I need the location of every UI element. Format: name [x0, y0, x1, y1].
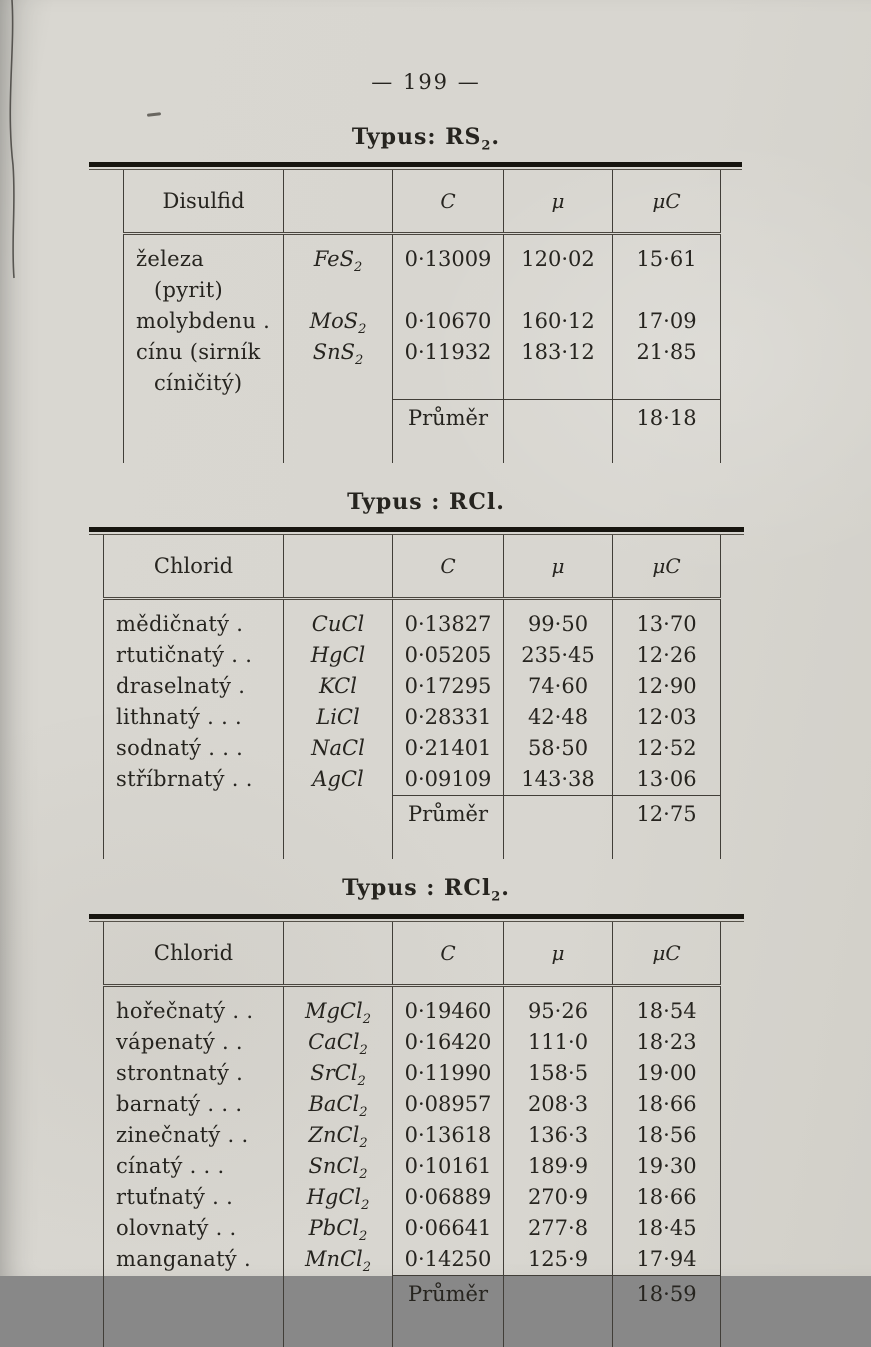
column-header-name: Chlorid [104, 922, 284, 986]
c-value-cell: 0·11932 [393, 337, 504, 399]
compound-name-cell: mědičnatý . [104, 599, 284, 641]
compound-name-cell: rtuťnatý . . [104, 1182, 284, 1213]
c-value-cell: 0·08957 [393, 1089, 504, 1120]
section-heading-rs2 [96, 124, 756, 153]
formula-cell [284, 306, 393, 337]
c-value-cell: 0·06641 [393, 1213, 504, 1244]
formula-subscript: 2 [357, 1073, 366, 1089]
muc-value-cell: 18·56 [613, 1120, 721, 1151]
muc-value-cell: 18·45 [613, 1213, 721, 1244]
heading-subscript: 2 [481, 138, 492, 154]
formula-subscript: 2 [361, 1197, 370, 1213]
pencil-mark [147, 112, 161, 117]
average-label-cell: Průměr [393, 796, 504, 834]
header-row [124, 170, 721, 234]
mu-value-cell: 95·26 [504, 985, 613, 1027]
c-value-cell: 0·05205 [393, 640, 504, 671]
muc-value-cell: 12·26 [613, 640, 721, 671]
column-header-name: Chlorid [104, 535, 284, 599]
mu-value-cell: 42·48 [504, 702, 613, 733]
formula-cell [284, 337, 393, 399]
table-row [104, 733, 721, 764]
c-value-cell: 0·10161 [393, 1151, 504, 1182]
compound-name-cell: barnatý . . . [104, 1089, 284, 1120]
column-header-mu: μ [504, 535, 613, 599]
heading-text: Typus: RS [351, 124, 482, 150]
formula-text: FeS [313, 247, 354, 272]
table-row [104, 1120, 721, 1151]
table-row [104, 1182, 721, 1213]
table-top-rule [89, 162, 742, 170]
page-number: — 199 — [371, 70, 481, 94]
compound-name-cell: stříbrnatý . . [104, 764, 284, 796]
formula-cell [284, 1151, 393, 1182]
compound-name-cell: molybdenu . [124, 306, 284, 337]
muc-value-cell: 13·70 [613, 599, 721, 641]
mu-value-cell: 58·50 [504, 733, 613, 764]
table-row [104, 702, 721, 733]
c-value-cell: 0·11990 [393, 1058, 504, 1089]
average-row [124, 399, 721, 437]
c-value-cell: 0·14250 [393, 1244, 504, 1276]
table-row [104, 1027, 721, 1058]
column-header-mu: μ [504, 170, 613, 234]
c-value-cell: 0·19460 [393, 985, 504, 1027]
c-value-cell: 0·13618 [393, 1120, 504, 1151]
formula-cell [284, 1120, 393, 1151]
formula-text: AgCl [312, 767, 364, 792]
heading-text: Typus : RCl [342, 875, 492, 902]
compound-name-cell: cínatý . . . [104, 1151, 284, 1182]
formula-text: CaCl [308, 1029, 360, 1054]
average-value-cell: 18·18 [613, 399, 721, 437]
heading-suffix: . [496, 488, 505, 515]
table-row [124, 337, 721, 399]
muc-value-cell: 19·30 [613, 1151, 721, 1182]
compound-name-cell: zinečnatý . . [104, 1120, 284, 1151]
formula-text: LiCl [316, 705, 360, 730]
muc-value-cell: 18·66 [613, 1089, 721, 1120]
formula-text: CuCl [311, 612, 365, 637]
column-header-c: C [393, 922, 504, 986]
chlorid-table-wrap [103, 527, 720, 859]
mu-value-cell: 183·12 [504, 337, 613, 399]
table-row [104, 764, 721, 796]
compound-name-cell: lithnatý . . . [104, 702, 284, 733]
formula-text: KCl [319, 674, 357, 699]
average-row [104, 796, 721, 834]
c-value-cell: 0·28331 [393, 702, 504, 733]
table-top-rule [89, 527, 744, 535]
mu-value-cell: 277·8 [504, 1213, 613, 1244]
header-row [104, 922, 721, 986]
formula-cell [284, 671, 393, 702]
mu-value-cell: 208·3 [504, 1089, 613, 1120]
table-row [104, 1213, 721, 1244]
chlorid-table [103, 535, 721, 859]
average-label-cell: Průměr [393, 399, 504, 437]
muc-value-cell: 15·61 [613, 234, 721, 307]
mu-value-cell: 189·9 [504, 1151, 613, 1182]
section-heading-rcl2 [96, 875, 756, 904]
disulfid-table-wrap [123, 162, 720, 463]
muc-value-cell: 19·00 [613, 1058, 721, 1089]
compound-name-cell: sodnatý . . . [104, 733, 284, 764]
formula-cell [284, 1182, 393, 1213]
c-value-cell: 0·13009 [393, 234, 504, 307]
muc-value-cell: 13·06 [613, 764, 721, 796]
disulfid-table [123, 170, 721, 463]
formula-subscript: 2 [359, 1104, 368, 1120]
empty-cell [284, 796, 393, 834]
formula-subscript: 2 [359, 1135, 368, 1151]
compound-name-cell: strontnatý . [104, 1058, 284, 1089]
formula-text: BaCl [308, 1091, 360, 1116]
formula-text: MgCl [304, 998, 363, 1023]
muc-value-cell: 18·66 [613, 1182, 721, 1213]
compound-name-cell: olovnatý . . [104, 1213, 284, 1244]
formula-cell [284, 234, 393, 307]
table-bottom-spacer [104, 833, 721, 859]
column-header-c: C [393, 170, 504, 234]
column-header-formula-empty [284, 922, 393, 986]
average-value-cell: 18·59 [613, 1275, 721, 1313]
scan-edge-artifact [0, 0, 30, 280]
table-row [124, 234, 721, 307]
formula-cell [284, 1089, 393, 1120]
mu-value-cell: 74·60 [504, 671, 613, 702]
table-row [104, 985, 721, 1027]
mu-value-cell: 158·5 [504, 1058, 613, 1089]
formula-text: HgCl [306, 1184, 362, 1209]
mu-value-cell: 99·50 [504, 599, 613, 641]
average-label-cell: Průměr [393, 1275, 504, 1313]
formula-text: NaCl [311, 736, 365, 761]
muc-value-cell: 17·94 [613, 1244, 721, 1276]
table-row [104, 1151, 721, 1182]
column-header-muc: μC [613, 535, 721, 599]
formula-subscript: 2 [359, 1228, 368, 1244]
table-top-rule [89, 914, 744, 922]
c-value-cell: 0·13827 [393, 599, 504, 641]
empty-cell [284, 399, 393, 437]
formula-text: MnCl [304, 1246, 363, 1271]
header-row [104, 535, 721, 599]
mu-value-cell: 136·3 [504, 1120, 613, 1151]
compound-name-cell: hořečnatý . . [104, 985, 284, 1027]
column-header-muc: μC [613, 922, 721, 986]
mu-value-cell: 120·02 [504, 234, 613, 307]
column-header-name: Disulfid [124, 170, 284, 234]
heading-subscript: 2 [491, 889, 502, 905]
average-row [104, 1275, 721, 1313]
formula-cell [284, 764, 393, 796]
formula-cell [284, 1027, 393, 1058]
mu-value-cell: 143·38 [504, 764, 613, 796]
compound-name-cell: cínu (sirník cíničitý) [124, 337, 284, 399]
formula-subscript: 2 [355, 353, 364, 369]
compound-name-cell: železa (pyrit) [124, 234, 284, 307]
muc-value-cell: 17·09 [613, 306, 721, 337]
c-value-cell: 0·09109 [393, 764, 504, 796]
column-header-formula-empty [284, 170, 393, 234]
formula-text: HgCl [310, 643, 366, 668]
c-value-cell: 0·10670 [393, 306, 504, 337]
heading-suffix: . [501, 875, 510, 902]
formula-cell [284, 1058, 393, 1089]
formula-cell [284, 599, 393, 641]
mu-value-cell: 235·45 [504, 640, 613, 671]
compound-name-cell: manganatý . [104, 1244, 284, 1276]
heading-suffix: . [491, 124, 501, 150]
table-row [104, 1089, 721, 1120]
c-value-cell: 0·16420 [393, 1027, 504, 1058]
mu-value-cell: 160·12 [504, 306, 613, 337]
muc-value-cell: 12·90 [613, 671, 721, 702]
compound-name-cell: draselnatý . [104, 671, 284, 702]
formula-subscript: 2 [359, 1166, 368, 1182]
muc-value-cell: 18·54 [613, 985, 721, 1027]
table-row [104, 671, 721, 702]
formula-subscript: 2 [359, 1042, 368, 1058]
section-heading-rcl [96, 489, 756, 518]
formula-cell [284, 985, 393, 1027]
empty-cell [504, 796, 613, 834]
table-row [104, 1244, 721, 1276]
formula-text: MoS [309, 309, 359, 334]
table-row [124, 306, 721, 337]
mu-value-cell: 111·0 [504, 1027, 613, 1058]
compound-name-cell: rtutičnatý . . [104, 640, 284, 671]
table-bottom-spacer [124, 437, 721, 463]
mu-value-cell: 125·9 [504, 1244, 613, 1276]
column-header-c: C [393, 535, 504, 599]
empty-cell [104, 796, 284, 834]
formula-cell [284, 702, 393, 733]
formula-subscript: 2 [362, 1011, 371, 1027]
formula-subscript: 2 [362, 1259, 372, 1275]
formula-text: SnCl [308, 1153, 360, 1178]
empty-cell [504, 399, 613, 437]
column-header-formula-empty [284, 535, 393, 599]
chlorid2-table-wrap [103, 914, 720, 1347]
table-row [104, 599, 721, 641]
formula-cell [284, 1213, 393, 1244]
muc-value-cell: 18·23 [613, 1027, 721, 1058]
formula-cell [284, 733, 393, 764]
chlorid2-table [103, 922, 721, 1347]
empty-cell [104, 1275, 284, 1313]
table-row [104, 1058, 721, 1089]
column-header-muc: μC [613, 170, 721, 234]
formula-text: SnS [312, 340, 356, 365]
mu-value-cell: 270·9 [504, 1182, 613, 1213]
heading-text: Typus : RCl [347, 488, 497, 515]
muc-value-cell: 12·03 [613, 702, 721, 733]
empty-cell [504, 1275, 613, 1313]
formula-subscript: 2 [353, 260, 363, 276]
formula-text: SrCl [310, 1060, 358, 1085]
muc-value-cell: 12·52 [613, 733, 721, 764]
column-header-mu: μ [504, 922, 613, 986]
muc-value-cell: 21·85 [613, 337, 721, 399]
formula-cell [284, 1244, 393, 1276]
average-value-cell: 12·75 [613, 796, 721, 834]
empty-cell [284, 1275, 393, 1313]
formula-text: PbCl [308, 1215, 360, 1240]
formula-subscript: 2 [358, 322, 367, 338]
compound-name-cell: vápenatý . . [104, 1027, 284, 1058]
formula-cell [284, 640, 393, 671]
empty-cell [124, 399, 284, 437]
c-value-cell: 0·06889 [393, 1182, 504, 1213]
c-value-cell: 0·21401 [393, 733, 504, 764]
table-row [104, 640, 721, 671]
c-value-cell: 0·17295 [393, 671, 504, 702]
table-bottom-spacer [104, 1313, 721, 1347]
formula-text: ZnCl [308, 1122, 360, 1147]
